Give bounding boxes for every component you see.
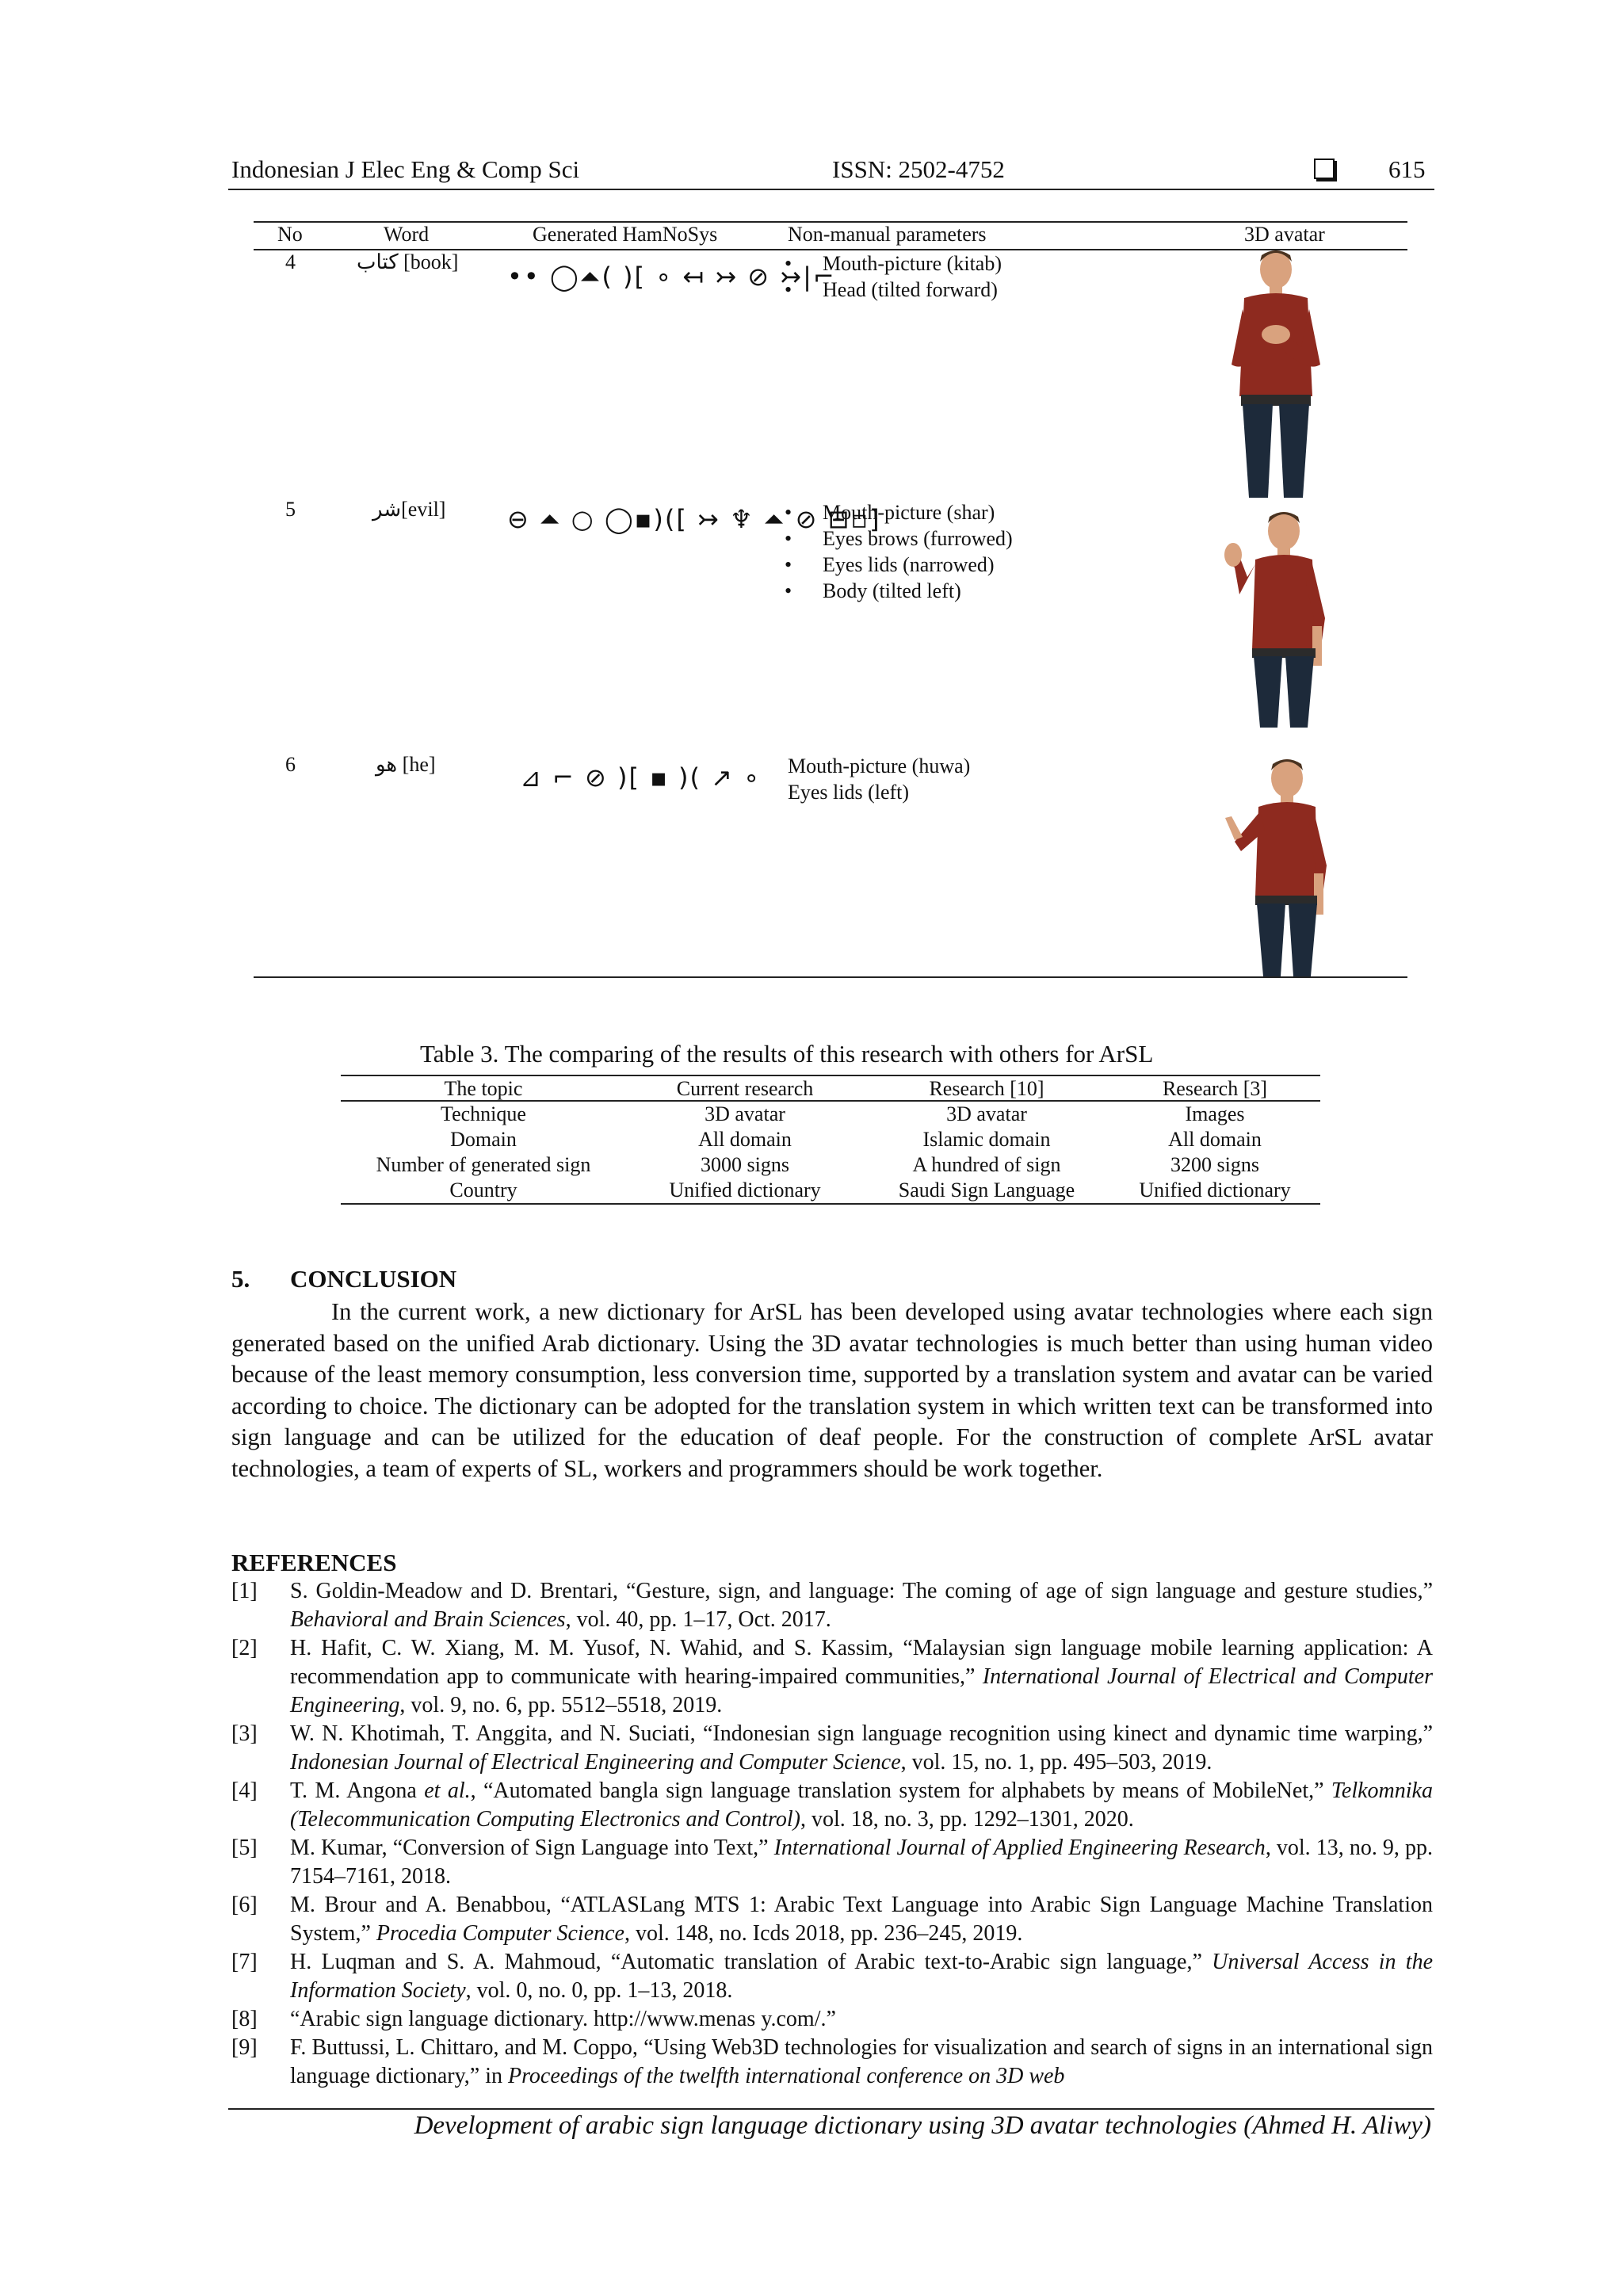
table-row [341,1152,1320,1178]
row-word: كتاب [book] [357,250,459,273]
table-cell: 3200 signs [1170,1153,1259,1176]
hamnosys-notation: •• ◯⏶( )[ ∘ ↤ ↣ ⊘ ↣|⌐ [507,262,836,292]
params-list [788,753,970,805]
table3-header-row [341,1076,1320,1102]
table-cell: Unified dictionary [669,1179,821,1201]
row-no: 5 [285,498,296,521]
table-cell: 3000 signs [701,1153,789,1176]
col-avatar: 3D avatar [1244,223,1325,246]
param-item: Mouth-picture (huwa) [788,755,971,777]
header-rule [228,189,1434,190]
table3-col: Research [10] [929,1077,1044,1100]
references-list: [1] S. Goldin-Meadow and D. Brentari, “Gesture, sign, and language: The coming of age of sign language and gesture studies,” Behavioral and Brain Sciences, vol. 40, pp. 1–17, Oct. 2017. [2] H. Hafit, C. W. Xiang, M. M. Yusof, N. Wahid, and S. Kassim, “Malaysian sign language mobile learning application: A recommendation app to communicate with hearing-impaired communities,” International Journal of Electrical and Computer Engineering, vol. 9, no. 6, pp. 5512–5518, 2019. [3] W. N. Khotimah, T. Anggita, and N. Suciati, “Indonesian sign language recognition using kinect and dynamic time warping,” Indonesian Journal of Electrical Engineering and Computer Science, vol. 15, no. 1, pp. 495–503, 2019. [4] T. M. Angona et al., “Automated bangla sign language translation system for alphabets by means of MobileNet,” Telkomnika (Telecommunication Computing Electronics and Control), vol. 18, no. 3, pp. 1292–1301, 2020. [5] M. Kumar, “Conversion of Sign Language into Text,” International Journal of Applied Engineering Research, vol. 13, no. 9, pp. 7154–7161, 2018. [6] M. Brour and A. Benabbou, “ATLASLang MTS 1: Arabic Text Language into Arabic Sign Language Machine Translation System,” Procedia Computer Science, vol. 148, no. Icds 2018, pp. 236–245, 2019. [7] H. Luqman and S. A. Mahmoud, “Automatic translation of Arabic text-to-Arabic sign language,” Universal Access in the Information Society, vol. 0, no. 0, pp. 1–13, 2018. [8] “Arabic sign language dictionary. http://www.menas y.com/.” [9] F. Buttussi, L. Chittaro, and M. Coppo, “Using Web3D technologies for visualization and search of signs in an international sign language dictionary,” in Proceedings of the twelfth international conference on 3D web [231,1579,1434,2088]
table-cell: Domain [450,1128,517,1151]
param-item: • Eyes lids (narrowed) [780,552,1013,578]
col-hamnosys: Generated HamNoSys [533,223,718,246]
reference-number: [1] [231,1579,258,1603]
reference-number: [2] [231,1636,258,1660]
col-params: Non-manual parameters [788,223,987,246]
journal-name: Indonesian J Elec Eng & Comp Sci [231,155,580,183]
table-cell: Technique [441,1102,526,1125]
reference-number: [7] [231,1950,258,1974]
reference-number: [3] [231,1721,258,1746]
table-cell: Images [1185,1102,1245,1125]
col-word: Word [384,223,430,246]
table-cell: Country [449,1179,517,1201]
table-cell: Saudi Sign Language [898,1179,1075,1201]
table-cell: Number of generated sign [376,1153,591,1176]
references-title: REFERENCES [231,1549,397,1576]
comparison-table [341,1070,1320,1205]
params-list [780,250,1002,303]
hamnosys-notation: ⊖ ⏶ ○ ◯▪)([ ↣ ♆ ⏶ ⊘ ⊟▫] [507,504,881,534]
avatar-he-figure [1220,755,1339,978]
table-cell: All domain [1168,1128,1262,1151]
page-box-icon [1314,159,1335,179]
avatar-book-figure [1220,246,1331,499]
table-row [341,1102,1320,1127]
table3-col: Research [3] [1162,1077,1268,1100]
table-cell: Unified dictionary [1139,1179,1291,1201]
issn: ISSN: 2502-4752 [832,155,1005,183]
table-row [341,1127,1320,1152]
reference-number: [5] [231,1836,258,1860]
table3-col: The topic [444,1077,523,1100]
col-no: No [277,223,303,246]
page-number: 615 [1388,155,1426,183]
param-item: • Mouth-picture (kitab) [780,250,1002,277]
reference-number: [6] [231,1893,258,1917]
hamnosys-notation: ⊿ ⌐ ⊘ )[ ▪ )( ↗ ∘ [520,762,762,793]
table3-bottom-rule [341,1203,1320,1205]
table-cell: 3D avatar [946,1102,1027,1125]
row-no: 4 [285,250,296,273]
param-item: • Head (tilted forward) [780,277,1002,303]
table-row [341,1178,1320,1203]
param-item: • Eyes brows (furrowed) [780,525,1013,552]
row-no: 6 [285,753,296,776]
section-title: CONCLUSION [290,1265,457,1293]
row-word: شر[evil] [372,498,446,521]
params-list [780,499,1013,604]
param-item: Eyes lids (left) [788,781,910,804]
reference-number: [8] [231,2007,258,2031]
param-item: • Body (tilted left) [780,578,1013,604]
table3-col: Current research [676,1077,814,1100]
reference-number: [9] [231,2035,258,2060]
table-cell: All domain [698,1128,792,1151]
conclusion-paragraph: In the current work, a new dictionary for ArSL has been developed using avatar technologies where each sign generated based on the unified Arab dictionary. Using the 3D avatar technologies is much better than using human video because of the least memory consumption, less conversion time, supported by a translation system and avatar can be varied according to choice. The dictionary can be adopted for the translation system in which written text can be transformed into sign language and can be utilized for the education of deaf people. For the construction of complete ArSL avatar technologies, a team of experts of SL, workers and programmers should be work together. [231,1298,1433,1482]
table-cell: A hundred of sign [912,1153,1061,1176]
table3-caption: Table 3. The comparing of the results of this research with others for ArSL [420,1040,1154,1068]
footer-title: Development of arabic sign language dictionary using 3D avatar technologies (Ahmed H. Aliwy) [414,2111,1431,2140]
avatar-evil-figure [1220,507,1339,729]
table-cell: Islamic domain [922,1128,1051,1151]
row-word: هو [he] [376,753,436,776]
param-item: • Mouth-picture (shar) [780,499,1013,525]
table-cell: 3D avatar [705,1102,785,1125]
section-number: 5. [231,1265,250,1293]
reference-number: [4] [231,1778,258,1803]
footer-rule [228,2108,1434,2110]
